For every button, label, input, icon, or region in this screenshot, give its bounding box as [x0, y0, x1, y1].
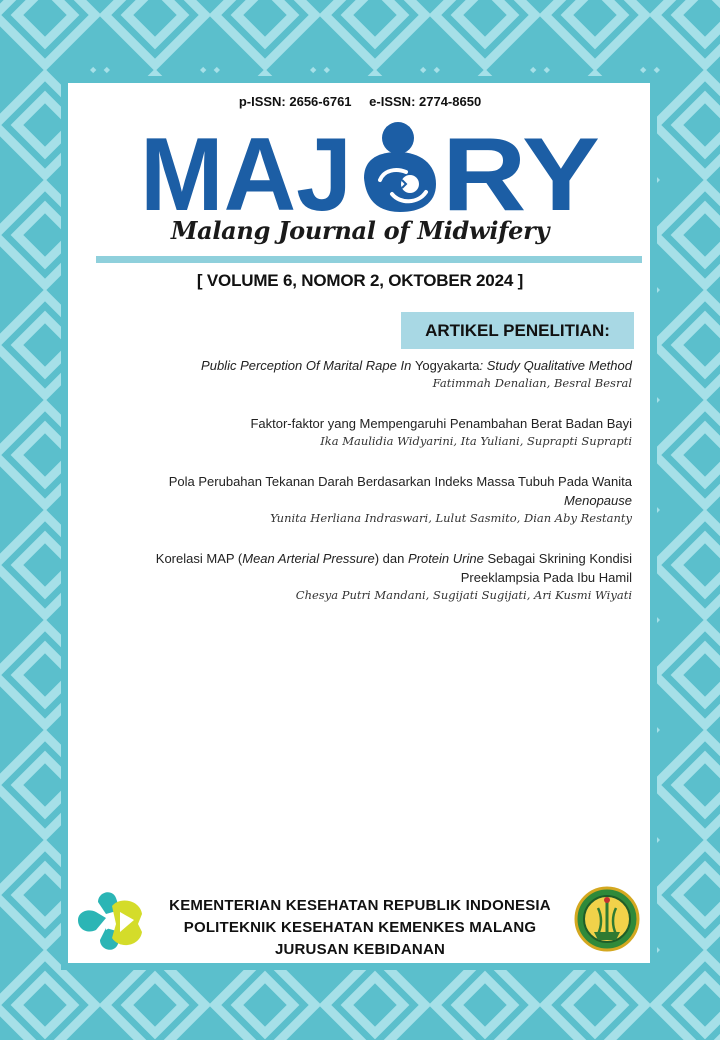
volume-line: [ VOLUME 6, NOMOR 2, OKTOBER 2024 ]	[196, 271, 524, 290]
title-run: Menopause	[564, 493, 632, 508]
journal-logo	[140, 118, 600, 218]
article-3	[152, 472, 632, 527]
article-1	[152, 356, 632, 392]
article-2	[152, 414, 632, 450]
title-run: Korelasi MAP (	[155, 551, 243, 566]
mother-baby-icon	[364, 122, 436, 212]
institution-line-3: JURUSAN KEBIDANAN	[274, 941, 446, 958]
institution-line-2: POLITEKNIK KESEHATAN KEMENKES MALANG	[183, 919, 537, 936]
issn-line	[0, 94, 720, 109]
title-run: Sebagai Skrining Kondisi Preeklampsia Pada Ibu Hamil	[460, 551, 632, 585]
title-run: Yogyakarta	[414, 358, 480, 373]
article-title	[152, 472, 632, 510]
article-authors: Ika Maulidia Widyarini, Ita Yuliani, Suprapti Suprapti	[320, 434, 632, 448]
title-run: Faktor-faktor yang Mempengaruhi Penambahan Berat Badan Bayi	[250, 416, 632, 431]
article-authors: Yunita Herliana Indraswari, Lulut Sasmito, Dian Aby Restanty	[270, 511, 632, 525]
journal-name: Malang Journal of Midwifery	[170, 216, 550, 245]
article-title	[152, 414, 632, 433]
institution-line-1: KEMENTERIAN KESEHATAN REPUBLIK INDONESIA	[169, 897, 551, 914]
title-run: ) dan	[374, 551, 408, 566]
title-run: : Study Qualitative Method	[479, 358, 632, 373]
article-title	[152, 549, 632, 587]
title-run: Protein Urine	[407, 551, 484, 566]
title-run: Mean Arterial Pressure	[242, 551, 375, 566]
title-run: Public Perception Of Marital Rape In	[201, 358, 415, 373]
article-authors: Fatimmah Denalian, Besral Besral	[432, 376, 632, 390]
p-issn: p-ISSN: 2656-6761	[238, 94, 352, 109]
svg-text:MAJ: MAJ	[140, 118, 352, 218]
poltekkes-seal-logo	[574, 886, 640, 952]
article-4	[152, 549, 632, 604]
title-run: Pola Perubahan Tekanan Darah Berdasarkan Indeks Massa Tubuh Pada Wanita	[168, 474, 632, 489]
svg-text:RY: RY	[442, 118, 600, 218]
article-title	[152, 356, 632, 375]
section-label: ARTIKEL PENELITIAN:	[401, 312, 634, 349]
accent-bar	[96, 256, 642, 263]
e-issn: e-ISSN: 2774-8650	[369, 94, 482, 109]
article-authors: Chesya Putri Mandani, Sugijati Sugijati, Ari Kusmi Wiyati	[295, 588, 632, 602]
